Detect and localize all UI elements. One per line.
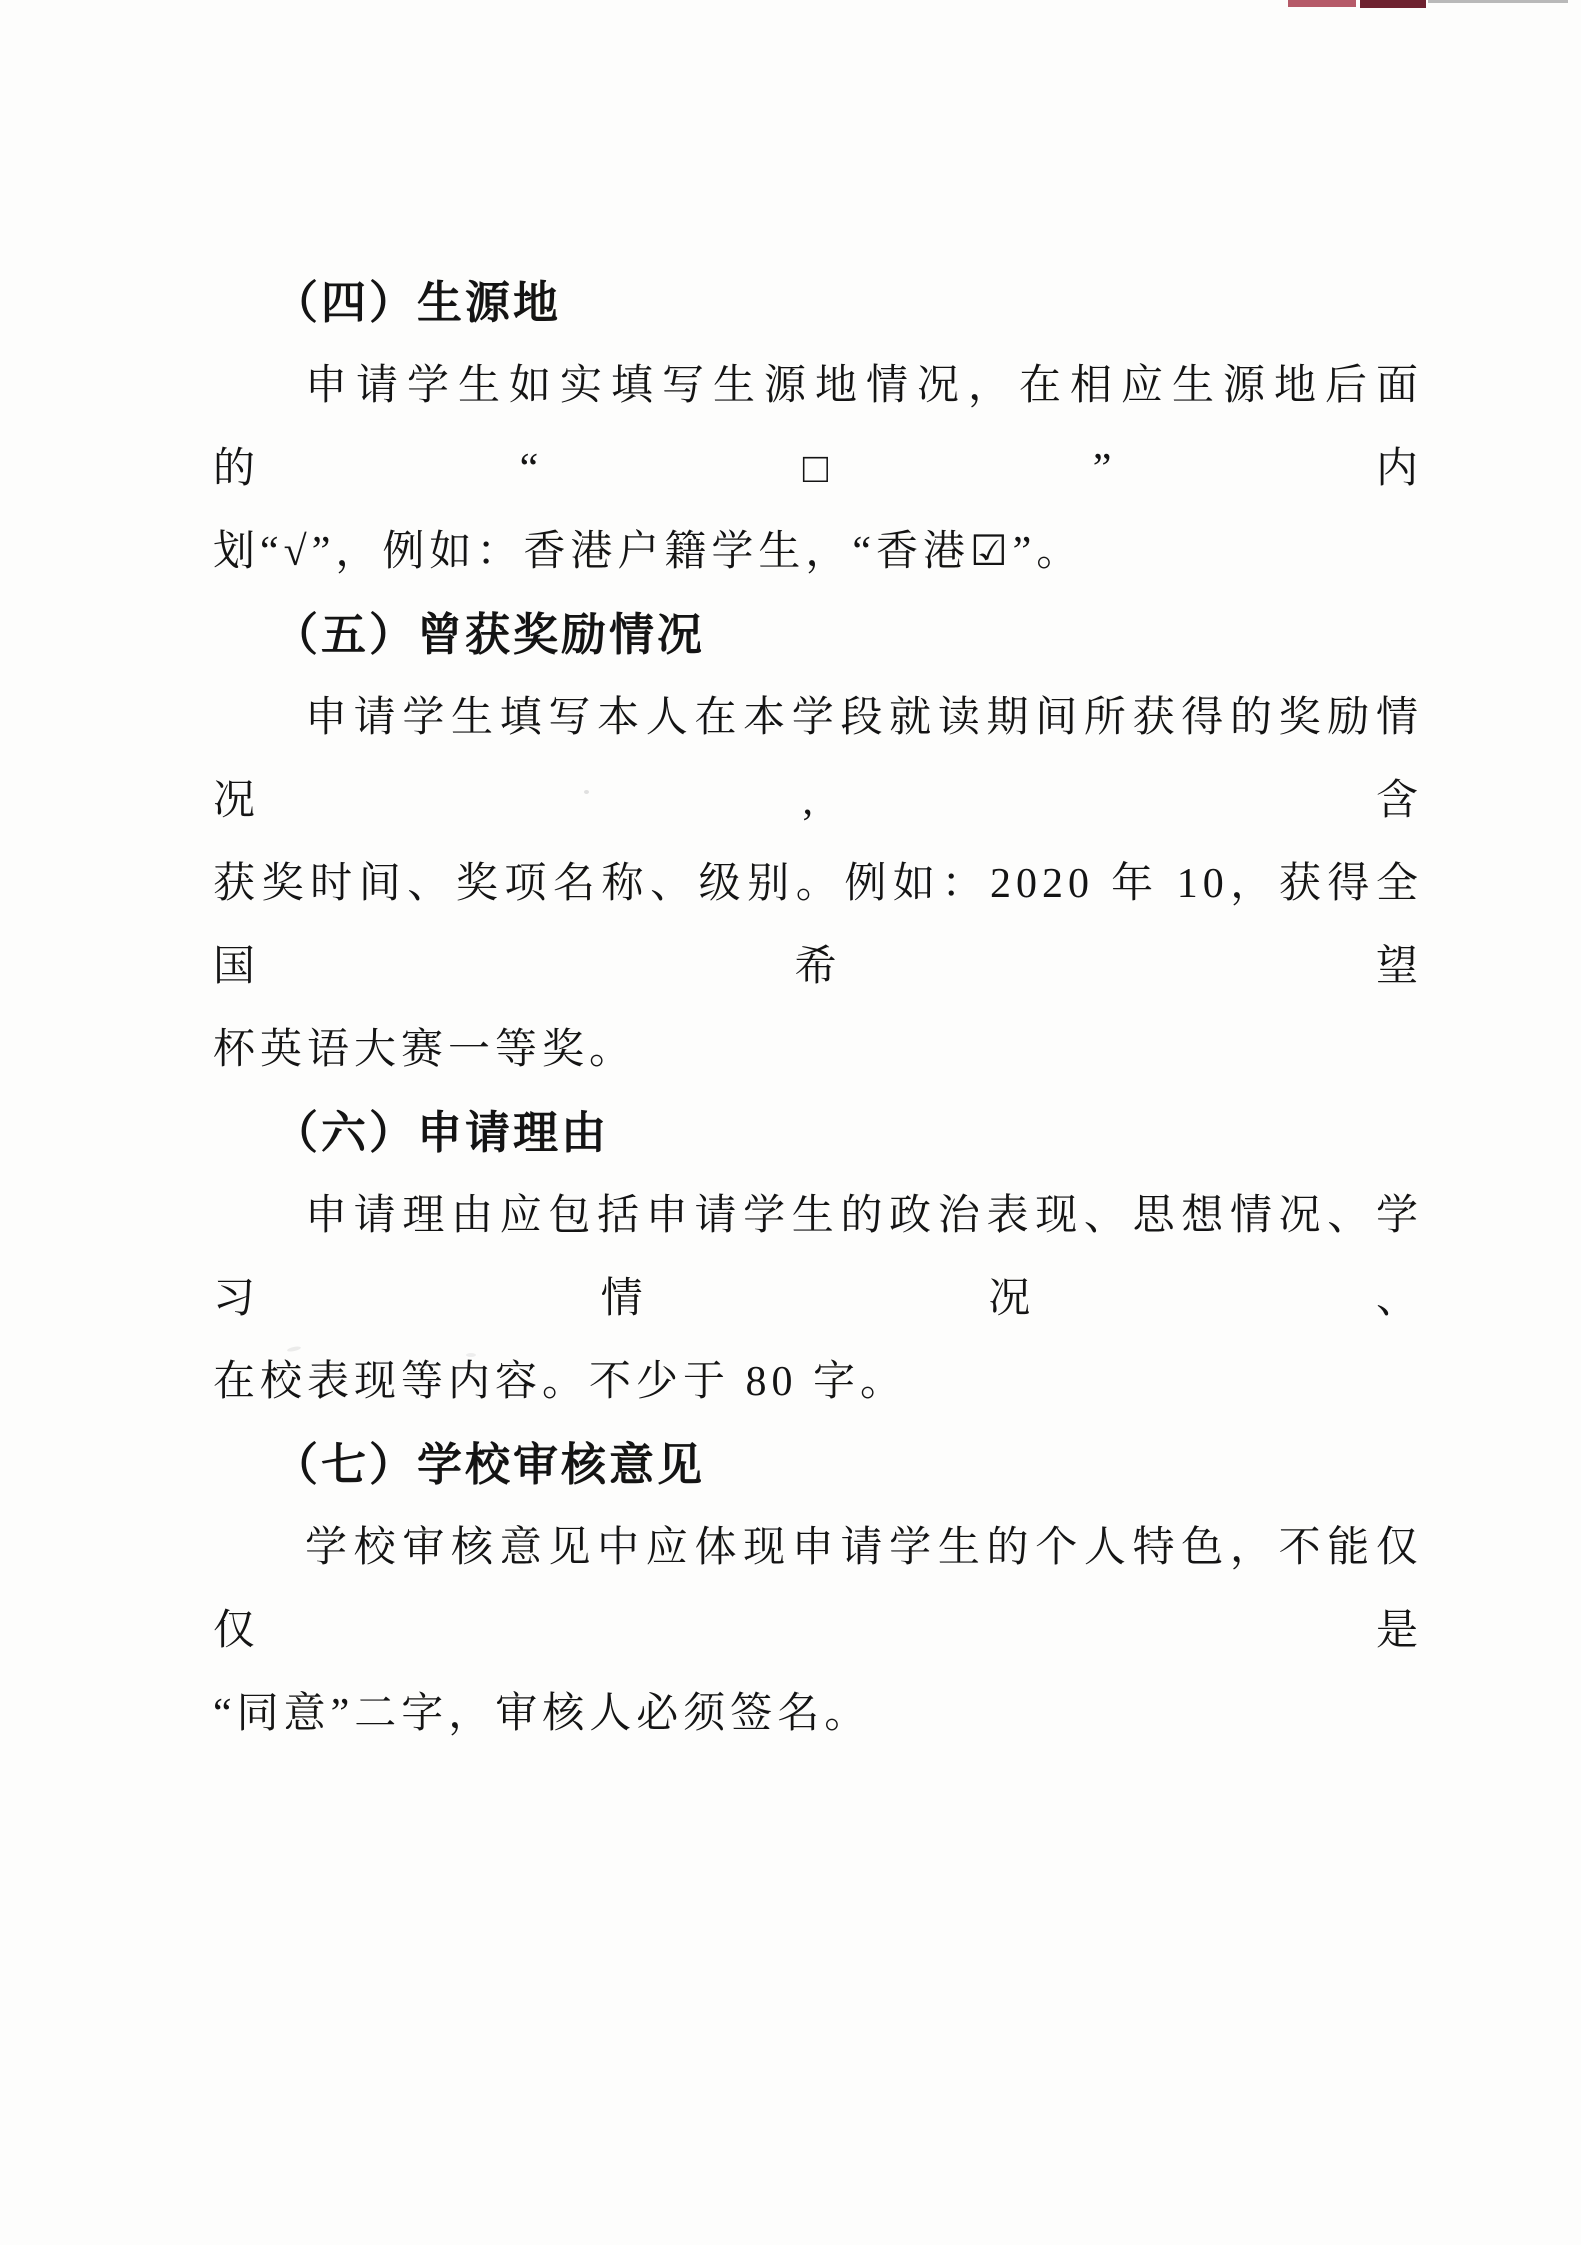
section-heading-awards: （五）曾获奖励情况	[273, 610, 706, 660]
paragraph-line: 划“√”，例如：香港户籍学生，“香港☑”。	[213, 529, 1084, 575]
paragraph-line: 获奖时间、奖项名称、级别。例如：2020 年 10，获得全国希望	[213, 861, 1423, 990]
section-heading-origin-of-student: （四）生源地	[273, 278, 562, 328]
paragraph-line: 申请学生如实填写生源地情况，在相应生源地后面的“□”内	[213, 363, 1423, 492]
section-heading-application-reason: （六）申请理由	[273, 1108, 610, 1158]
paragraph-line: 申请理由应包括申请学生的政治表现、思想情况、学习情况、	[213, 1193, 1423, 1322]
document-content	[213, 262, 1423, 1756]
scan-artifact-pink	[1288, 0, 1356, 7]
paragraph-line: “同意”二字，审核人必须签名。	[213, 1691, 872, 1737]
paragraph-line: 学校审核意见中应体现申请学生的个人特色，不能仅仅是	[213, 1525, 1423, 1654]
section-heading-school-review: （七）学校审核意见	[273, 1440, 706, 1490]
scan-artifact-red	[1360, 0, 1426, 8]
paragraph-line: 申请学生填写本人在本学段就读期间所获得的奖励情况, 含	[213, 695, 1423, 824]
paragraph-line: 在校表现等内容。不少于 80 字。	[213, 1359, 908, 1405]
paragraph-line: 杯英语大赛一等奖。	[213, 1027, 637, 1073]
scan-artifact-gray	[1428, 0, 1568, 3]
